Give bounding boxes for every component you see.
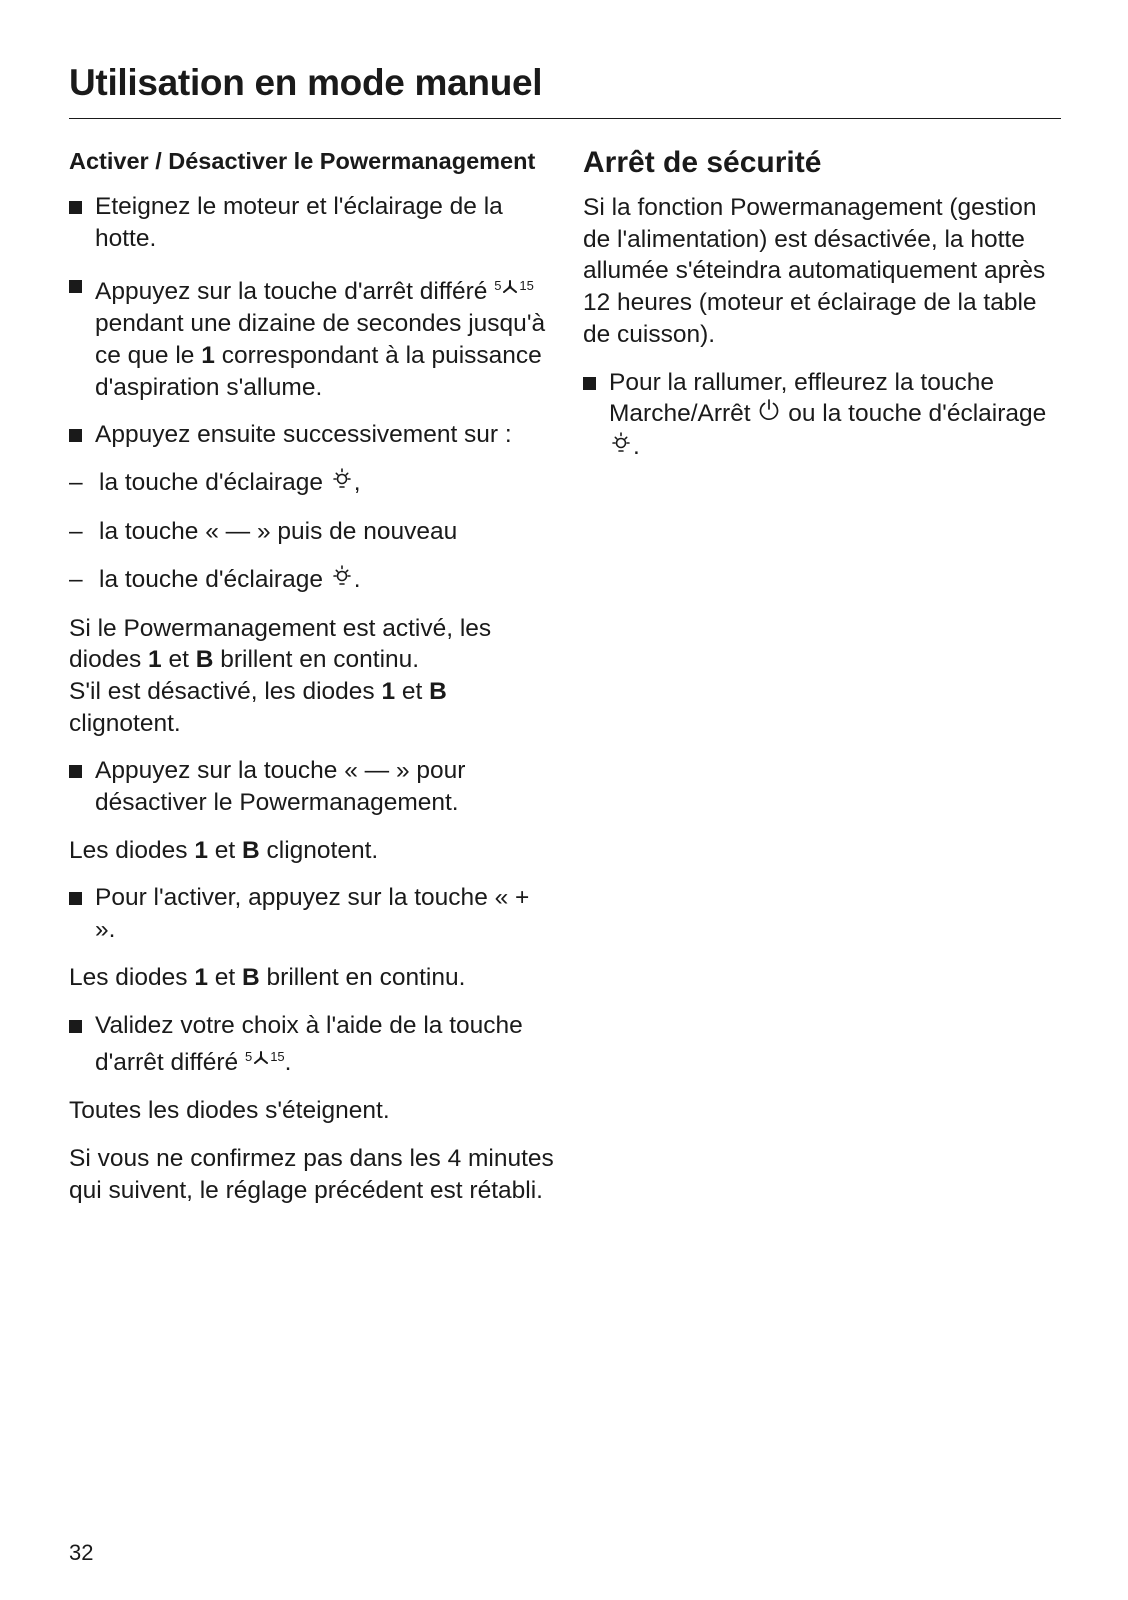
paragraph-text: Les diodes	[69, 963, 188, 991]
dash-text: la touche d'éclairage	[99, 469, 323, 497]
timer-label-15: 15	[270, 1049, 285, 1065]
instruction-item	[69, 882, 555, 945]
punctuation: .	[284, 1049, 292, 1077]
dash-marker: –	[69, 565, 83, 593]
dash-marker: –	[69, 469, 83, 497]
paragraph: Si vous ne confirmez pas dans les 4 minutes qui suivent, le réglage précédent est rétabli.	[69, 1144, 554, 1204]
light-icon	[330, 467, 354, 500]
timer-fan-icon	[494, 270, 534, 302]
paragraph-text: S'il est désactivé, les diodes	[69, 677, 375, 705]
instruction-text: Pour la rallumer, effleurez la touche Marche/Arrêt	[609, 368, 994, 428]
instruction-item	[69, 419, 555, 451]
light-icon	[609, 431, 633, 464]
dash-marker: –	[69, 517, 83, 545]
instruction-item	[583, 367, 1065, 464]
square-bullet-icon	[69, 892, 82, 905]
instruction-text: Appuyez ensuite successivement sur :	[95, 421, 512, 449]
punctuation: .	[353, 565, 361, 593]
paragraph-text: clignotent.	[69, 709, 181, 737]
dash-item	[69, 564, 555, 597]
diode-label: B	[195, 646, 214, 674]
instruction-item	[69, 270, 555, 403]
page-number: 32	[69, 1540, 94, 1565]
powermanagement-heading: Activer / Désactiver le Powermanagement	[69, 148, 536, 174]
safety-stop-heading: Arrêt de sécurité	[583, 146, 822, 179]
instruction-text: pendant une dizaine de secondes jusqu'à ce que le	[95, 310, 546, 369]
paragraph-text: clignotent.	[266, 836, 379, 864]
paragraph-text: et	[214, 963, 236, 991]
dash-text: la touche « — » puis de nouveau	[99, 517, 458, 545]
power-icon	[757, 398, 781, 431]
paragraph-text: Si le Powermanagement est activé, les diodes	[69, 614, 492, 674]
diode-label: 1	[381, 677, 396, 705]
right-column	[583, 146, 1065, 480]
dash-text: la touche d'éclairage	[99, 565, 323, 593]
instruction-item	[69, 755, 555, 818]
paragraph-text: brillent en continu.	[266, 963, 466, 991]
square-bullet-icon	[583, 377, 596, 390]
diode-label: 1	[148, 646, 162, 674]
instruction-text: Appuyez sur la touche d'arrêt différé	[95, 278, 488, 306]
status-paragraph	[69, 613, 555, 740]
paragraph: Toutes les diodes s'éteignent.	[69, 1097, 390, 1125]
page-title: Utilisation en mode manuel	[69, 62, 543, 103]
paragraph-text: et	[214, 836, 236, 864]
light-icon	[330, 564, 354, 597]
diode-label: B	[242, 963, 260, 991]
paragraph-text: et	[401, 677, 423, 705]
square-bullet-icon	[69, 1020, 82, 1033]
instruction-item	[69, 1010, 555, 1080]
paragraph-text: Les diodes	[69, 836, 188, 864]
diode-label: B	[242, 836, 260, 864]
timer-label-15: 15	[519, 278, 534, 294]
instruction-text: Validez votre choix à l'aide de la touche d'arrêt différé	[95, 1011, 523, 1077]
instruction-text: Eteignez le moteur et l'éclairage de la hotte.	[95, 193, 503, 252]
status-paragraph	[69, 835, 555, 867]
title-divider	[69, 118, 1061, 119]
punctuation: ,	[353, 469, 361, 497]
diode-label: B	[429, 677, 447, 705]
square-bullet-icon	[69, 280, 82, 293]
timer-fan-icon	[245, 1041, 285, 1073]
instruction-text: Pour l'activer, appuyez sur la touche « + ».	[95, 884, 530, 944]
fan-glyph	[252, 1051, 270, 1065]
square-bullet-icon	[69, 765, 82, 778]
instruction-text: Appuyez sur la touche « — » pour désactiver le Powermanagement.	[95, 757, 466, 817]
timer-label-5: 5	[244, 1049, 253, 1065]
paragraph-text: brillent en continu.	[220, 646, 420, 674]
square-bullet-icon	[69, 429, 82, 442]
instruction-item	[69, 191, 555, 254]
left-column	[69, 146, 555, 1222]
diode-label: 1	[194, 963, 208, 991]
fan-glyph	[501, 280, 519, 294]
dash-item	[69, 467, 555, 500]
diode-label: 1	[201, 341, 215, 369]
instruction-text: correspondant à la puissance d'aspiration s'allume.	[95, 341, 542, 401]
paragraph: Si la fonction Powermanagement (gestion de l'alimentation) est désactivée, la hotte allumée s'éteindra automatiquement après 12 heures (moteur et éclairage de la table de cuisson).	[583, 194, 1046, 348]
timer-label-5: 5	[494, 278, 502, 294]
diode-label: 1	[194, 836, 208, 864]
punctuation: .	[633, 433, 640, 461]
dash-item	[69, 516, 555, 548]
square-bullet-icon	[69, 201, 82, 214]
paragraph-text: et	[168, 646, 189, 674]
status-paragraph	[69, 962, 555, 994]
instruction-text: ou la touche d'éclairage	[788, 400, 1047, 428]
